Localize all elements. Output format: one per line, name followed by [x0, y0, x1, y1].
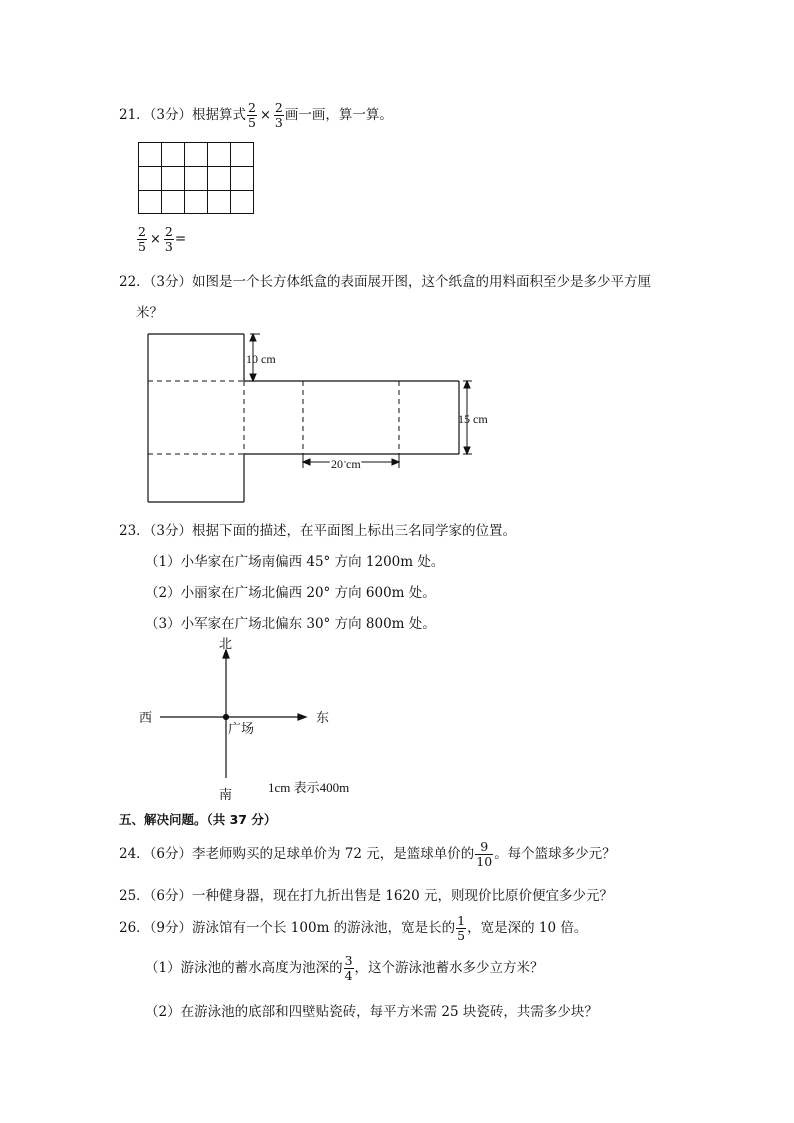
q21-fraction-1: $\frac{2}{5}$ [248, 100, 256, 130]
q21-answer-fraction-2: $\frac{2}{3}$ [164, 224, 173, 254]
q26-sub-question-1: （1）游泳池的蓄水高度为池深的 $\frac{3}{4}$ ，这个游泳池蓄水多少立方米？ [145, 953, 544, 983]
q21-grid [138, 142, 254, 214]
q23-item-3: （3）小军家在广场北偏东 30° 方向 800m 处。 [145, 616, 436, 632]
box-net-diagram [140, 330, 500, 510]
q22-question-line1: 22．（3分）如图是一个长方体纸盒的表面展开图，这个纸盒的用料面积至少是多少平方厘 [119, 274, 652, 290]
north-label: 北 [219, 637, 233, 652]
times-sign: × [259, 108, 271, 123]
west-label: 西 [139, 711, 153, 726]
equals-sign: = [174, 231, 187, 247]
dimension-15cm: 15 cm [458, 412, 488, 426]
scale-label: 1cm 表示400m [268, 780, 350, 795]
q21-label: 21．（3分）根据算式 [119, 107, 247, 123]
q21-answer-fraction-1: $\frac{2}{5}$ [138, 224, 146, 254]
q23-item-1: （1）小华家在广场南偏西 45° 方向 1200m 处。 [145, 554, 445, 570]
q21-question [119, 101, 393, 130]
q25-question: 25．（6分）一种健身器，现在打九折出售是 1620 元，则现价比原价便宜多少元？ [119, 888, 613, 904]
q23-item-2: （2）小丽家在广场北偏西 20° 方向 600m 处。 [145, 585, 436, 601]
q26-fraction: $\frac{1}{5}$ [457, 913, 466, 943]
dimension-10cm: 10 cm [246, 352, 276, 366]
q23-question: 23．（3分）根据下面的描述，在平面图上标出三名同学家的位置。 [119, 523, 517, 539]
compass-diagram [130, 630, 380, 808]
q24-question: 24．（6分）李老师购买的足球单价为 72 元，是篮球单价的 $\frac{9}{10}$ 。每个篮球多少元？ [119, 839, 616, 869]
q24-fraction: $\frac{9}{10}$ [476, 839, 493, 869]
east-label: 东 [316, 711, 330, 726]
q26-question: 26．（9分）游泳馆有一个长 100m 的游泳池，宽是长的 $\frac{1}{5}$ ，宽是深的 10 倍。 [119, 913, 588, 943]
section-5-heading: 五、解决问题。（共 37 分） [119, 812, 277, 827]
q26-sub1-fraction: $\frac{3}{4}$ [344, 953, 353, 983]
square-label: 广场 [228, 722, 255, 737]
q21-fraction-2: $\frac{2}{3}$ [274, 100, 283, 130]
q21-tail: 画一画，算一算。 [284, 107, 393, 123]
q26-sub-question-2: （2）在游泳池的底部和四壁贴瓷砖，每平方米需 25 块瓷砖，共需多少块？ [145, 1004, 598, 1020]
south-label: 南 [219, 788, 233, 803]
dimension-20cm: 20 cm [331, 457, 361, 471]
q22-question-line2: 米？ [136, 305, 163, 321]
q21-answer-line: $\frac{2}{5}$ × $\frac{2}{3}$ = [138, 224, 187, 254]
